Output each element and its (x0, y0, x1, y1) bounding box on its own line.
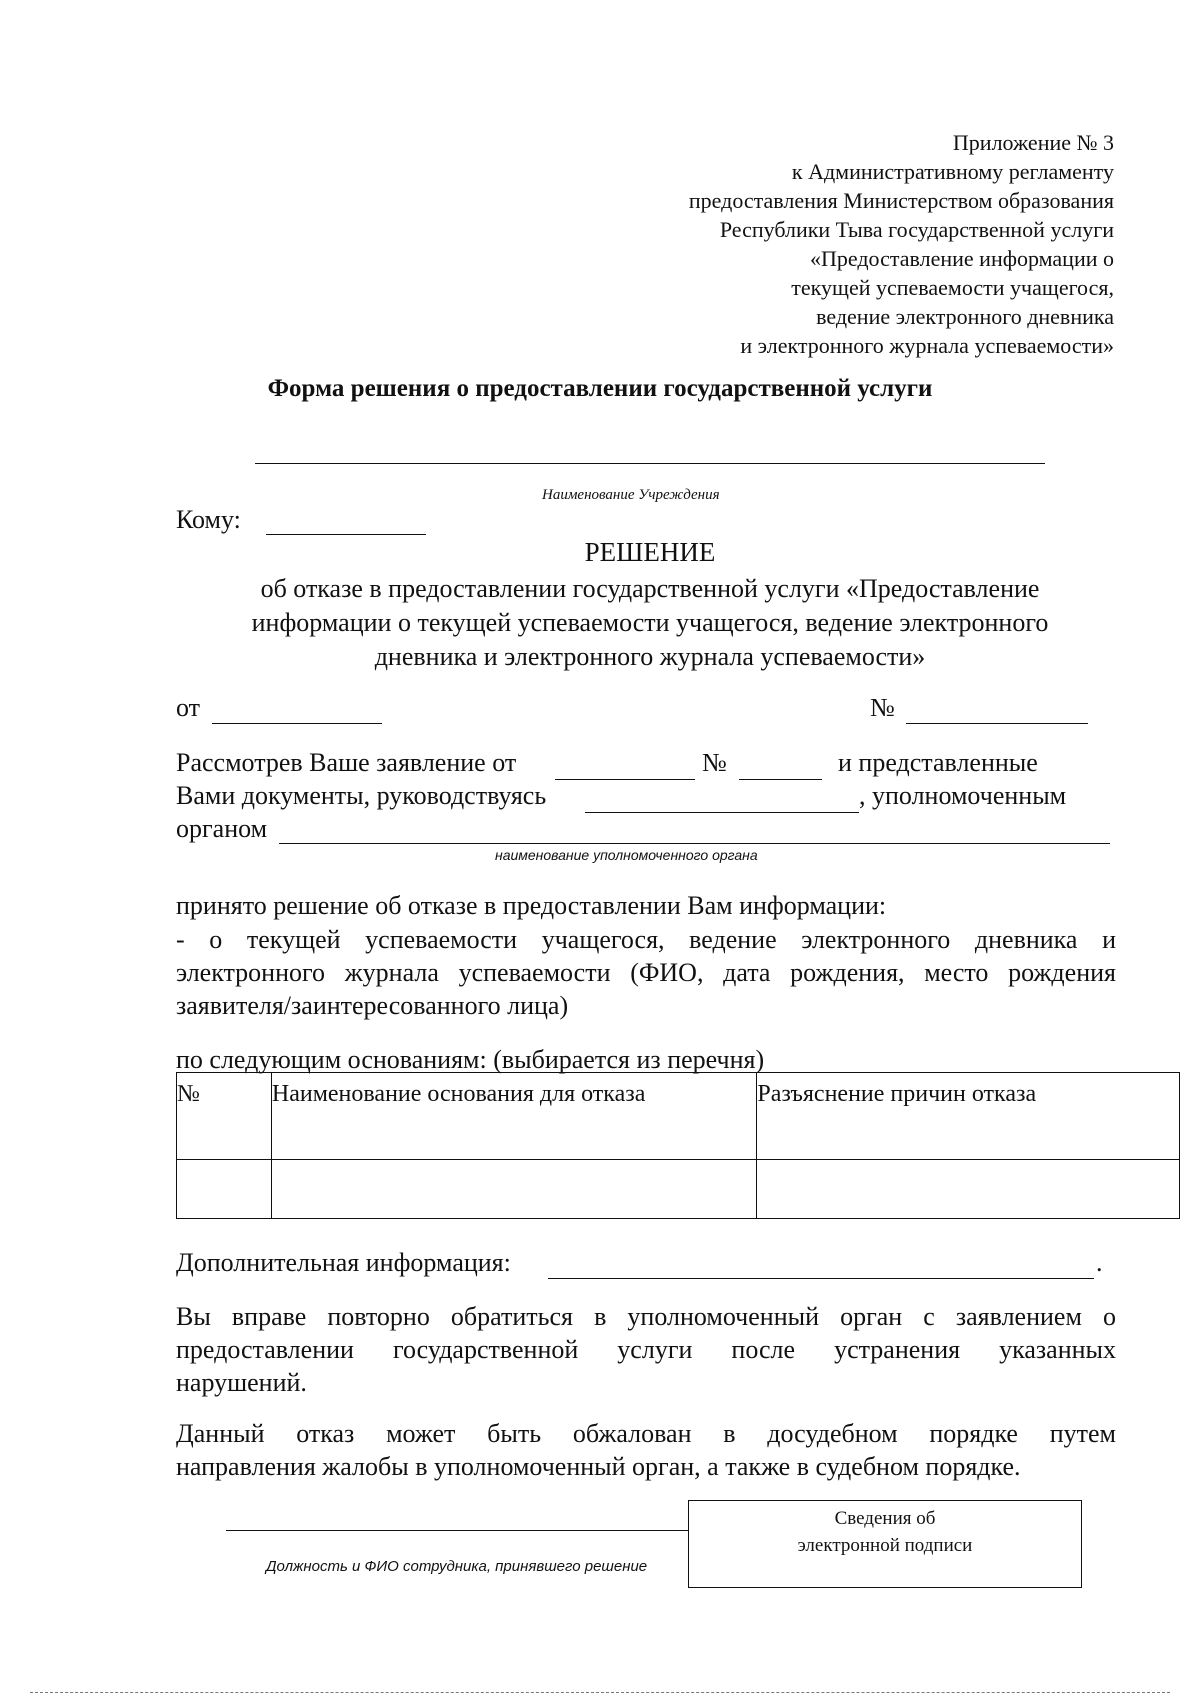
signature-line (226, 1530, 688, 1531)
review-text-line2: Вами документы, руководствуясь (176, 781, 547, 810)
review-text-1: Рассмотрев Ваше заявление от (176, 748, 517, 777)
appendix-line: Республики Тыва государственной услуги (719, 217, 1114, 242)
date-label: от (176, 693, 201, 722)
decision-subtitle (200, 572, 1100, 674)
table-header-ground: Наименование основания для отказа (271, 1073, 757, 1160)
grounds-label: по следующим основаниям: (выбирается из перечня) (176, 1045, 765, 1074)
review-text-3: и представленные (838, 748, 1038, 777)
decision-subtitle-line: об отказе в предоставлении государственной услуги «Предоставление (260, 574, 1040, 603)
footer-divider (30, 1692, 1170, 1693)
institution-name-line (255, 463, 1045, 464)
authority-line (279, 843, 1110, 844)
table-row (177, 1160, 1180, 1219)
reapply-line-1: Вы вправе повторно обратиться в уполномоченный орган с заявлением о (176, 1302, 1116, 1331)
to-recipient-line (266, 534, 426, 535)
signature-box-line: электронной подписи (797, 1535, 973, 1556)
table-header-explanation: Разъяснение причин отказа (757, 1073, 1180, 1160)
review-date-line (555, 779, 695, 780)
signature-caption: Должность и ФИО сотрудника, принявшего решение (266, 1558, 648, 1575)
number-label: № (870, 693, 895, 722)
appeal-line-1: Данный отказ может быть обжалован в досудебном порядке путем (176, 1419, 1116, 1448)
authority-caption: наименование уполномоченного органа (495, 847, 758, 863)
appeal-line-2: направления жалобы в уполномоченный орган, а также в судебном порядке. (176, 1452, 1021, 1481)
additional-info-end: . (1096, 1248, 1103, 1277)
appendix-line: ведение электронного дневника (816, 304, 1114, 329)
number-line (906, 723, 1088, 724)
table-cell (271, 1160, 757, 1219)
reapply-line-2: предоставлении государственной услуги после устранения указанных (176, 1335, 1116, 1364)
additional-info-label: Дополнительная информация: (176, 1248, 511, 1277)
appendix-block (689, 128, 1114, 360)
table-header-row (177, 1073, 1180, 1160)
refusal-line-4: заявителя/заинтересованного лица) (176, 991, 569, 1020)
review-basis-line (585, 812, 859, 813)
review-text-line3: органом (176, 814, 268, 843)
appendix-line: текущей успеваемости учащегося, (791, 275, 1114, 300)
signature-box-line: Сведения об (834, 1508, 936, 1529)
appendix-line: предоставления Министерством образования (688, 188, 1114, 213)
review-number-label: № (702, 748, 727, 777)
form-title: Форма решения о предоставлении государственной услуги (267, 375, 933, 402)
additional-info-line (548, 1278, 1094, 1279)
table-cell (177, 1160, 272, 1219)
table-header-number: № (177, 1073, 272, 1160)
review-number-line (739, 779, 822, 780)
refusal-line-1: принято решение об отказе в предоставлении Вам информации: (176, 891, 887, 920)
decision-subtitle-line: дневника и электронного журнала успеваемости» (374, 642, 926, 671)
decision-title: РЕШЕНИЕ (584, 537, 716, 567)
to-label: Кому: (176, 505, 241, 534)
decision-subtitle-line: информации о текущей успеваемости учащегося, ведение электронного (251, 608, 1049, 637)
refusal-line-3: электронного журнала успеваемости (ФИО, дата рождения, место рождения (176, 958, 1116, 987)
grounds-table (176, 1072, 1180, 1219)
refusal-line-2: - о текущей успеваемости учащегося, ведение электронного дневника и (176, 925, 1116, 954)
review-text-line2-end: , уполномоченным (859, 781, 1067, 810)
institution-caption: Наименование Учреждения (542, 487, 720, 503)
electronic-signature-box (688, 1500, 1082, 1588)
reapply-line-3: нарушений. (176, 1368, 307, 1397)
appendix-line: и электронного журнала успеваемости» (740, 333, 1114, 358)
appendix-line: к Административному регламенту (791, 159, 1114, 184)
date-line (212, 723, 382, 724)
appendix-line: «Предоставление информации о (810, 246, 1114, 271)
appendix-line: Приложение № 3 (952, 130, 1114, 155)
table-cell (757, 1160, 1180, 1219)
